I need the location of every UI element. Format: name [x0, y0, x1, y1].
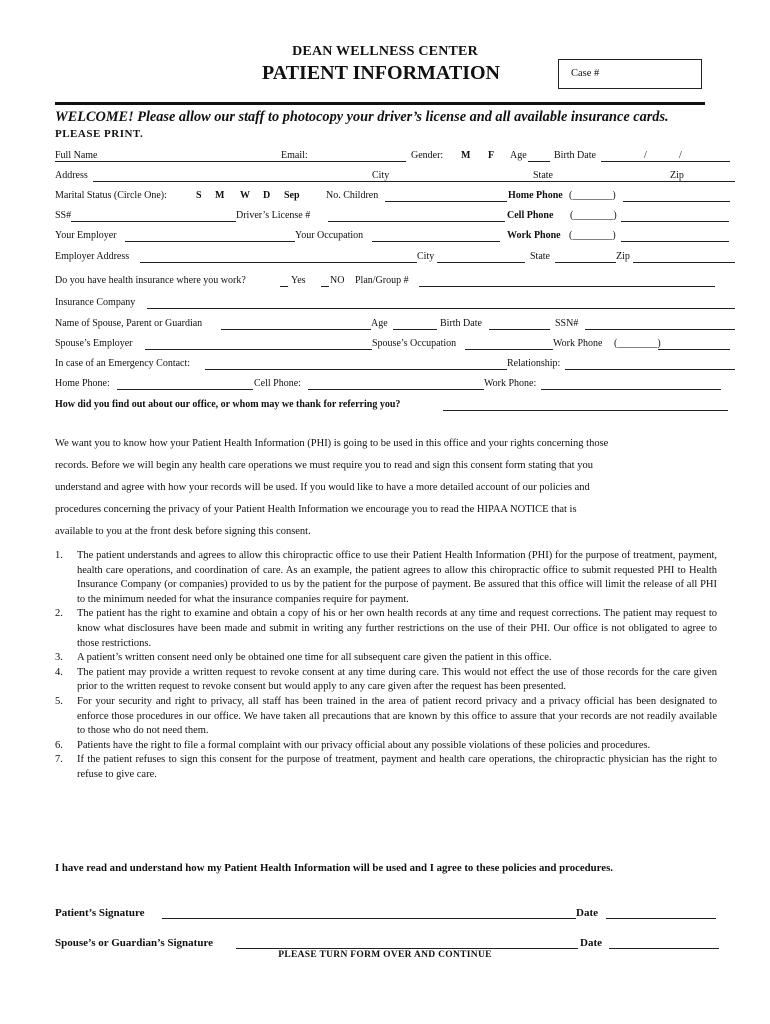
row-spouse-signature	[55, 937, 735, 951]
birth-date-slash: /	[679, 150, 682, 161]
full-name-label: Full Name	[55, 150, 98, 161]
ssn-label: SS#	[55, 210, 72, 221]
work-phone-label: Work Phone	[507, 230, 561, 241]
children-line[interactable]	[385, 190, 507, 202]
policy-list	[55, 549, 717, 783]
marital-d-option[interactable]: D	[263, 190, 271, 201]
row-employer-address	[55, 251, 735, 265]
gender-f-option[interactable]: F	[488, 150, 495, 161]
case-label: Case #	[571, 68, 600, 79]
employer-label: Your Employer	[55, 230, 117, 241]
employer-city-line[interactable]	[437, 251, 525, 263]
employer-city-label: City	[417, 251, 435, 262]
form-title: PATIENT INFORMATION	[262, 62, 500, 84]
zip-label: Zip	[670, 170, 684, 181]
employer-address-label: Employer Address	[55, 251, 130, 262]
employer-zip-label: Zip	[616, 251, 630, 262]
emergency-work-phone-label: Work Phone:	[484, 378, 537, 389]
policy-item	[55, 753, 717, 782]
birth-date-slash: /	[644, 150, 647, 161]
cell-phone-area[interactable]: (________)	[570, 210, 617, 221]
spouse-occupation-line[interactable]	[465, 338, 553, 350]
policy-item	[55, 739, 717, 754]
insurance-company-label: Insurance Company	[55, 297, 136, 308]
policy-text: For your security and right to privacy, all staff has been trained in the area of patient record privacy and a privacy official has been designated to enforce those procedures in our office. We have taken all precautions that are known by this office to assure that your records are not readily available to those who do not need them.	[77, 695, 717, 737]
city-label: City	[372, 170, 390, 181]
address-line[interactable]	[93, 170, 735, 182]
spouse-signature-label: Spouse’s or Guardian’s Signature	[55, 937, 214, 949]
patient-signature-line[interactable]	[162, 907, 576, 919]
age-line[interactable]	[528, 150, 550, 162]
emergency-home-phone-line[interactable]	[117, 378, 253, 390]
children-label: No. Children	[326, 190, 379, 201]
referral-label: How did you find out about our office, or whom may we thank for referring you?	[55, 399, 401, 410]
spouse-age-label: Age	[371, 318, 388, 329]
yes-option: Yes	[291, 275, 306, 286]
spouse-occupation-label: Spouse’s Occupation	[372, 338, 457, 349]
spouse-ssn-line[interactable]	[585, 318, 735, 330]
policy-text: The patient may provide a written request to revoke consent at any time during care. This would not effect the use of those records for the care given prior to the written request to revoke consent but would apply to any care given after the request has been presented.	[77, 666, 717, 693]
yes-blank[interactable]	[280, 275, 288, 287]
home-phone-area[interactable]: (________)	[569, 190, 616, 201]
policy-number: 5.	[55, 695, 63, 707]
email-label: Email:	[281, 150, 308, 161]
spouse-name-line[interactable]	[221, 318, 371, 330]
policy-number: 3.	[55, 652, 63, 664]
address-label: Address	[55, 170, 88, 181]
spouse-work-phone-line[interactable]	[658, 338, 730, 350]
relationship-line[interactable]	[565, 358, 735, 370]
policy-text: A patient’s written consent need only be obtained one time for all subsequent care given the patient in this office.	[77, 652, 552, 664]
policy-item	[55, 651, 717, 666]
please-print-note: PLEASE PRINT.	[55, 128, 144, 140]
home-phone-label: Home Phone	[508, 190, 563, 201]
patient-signature-label: Patient’s Signature	[55, 907, 145, 919]
policy-number: 2.	[55, 608, 63, 620]
state-label: State	[533, 170, 553, 181]
row-health-insurance	[55, 275, 735, 289]
emergency-contact-line[interactable]	[205, 358, 507, 370]
intro-line: available to you at the front desk before signing this consent.	[55, 526, 311, 537]
policy-text: Patients have the right to file a formal complaint with our privacy official about any possible violations of these policies and procedures.	[77, 739, 651, 751]
drivers-license-line[interactable]	[328, 210, 505, 222]
welcome-message: WELCOME! Please allow our staff to photocopy your driver’s license and all available insurance cards.	[55, 109, 669, 125]
row-ssn	[55, 210, 735, 224]
row-emergency-phones	[55, 378, 735, 392]
employer-line[interactable]	[125, 230, 295, 242]
spouse-birth-date-label: Birth Date	[440, 318, 482, 329]
phi-intro-paragraph	[55, 433, 717, 543]
policy-item	[55, 549, 717, 607]
row-employer	[55, 230, 735, 244]
policy-text: If the patient refuses to sign this consent for the purpose of treatment, payment and health care operations, the chiropractic physician has the right to refuse to give care.	[77, 754, 717, 780]
spouse-date-line[interactable]	[609, 937, 719, 949]
cell-phone-line[interactable]	[621, 210, 729, 222]
emergency-cell-phone-label: Cell Phone:	[254, 378, 301, 389]
work-phone-line[interactable]	[621, 230, 729, 242]
policy-number: 4.	[55, 666, 63, 678]
policy-number: 1.	[55, 550, 63, 561]
intro-line: We want you to know how your Patient Health Information (PHI) is going to be used in this office and your rights concerning those	[55, 438, 609, 449]
employer-state-line[interactable]	[555, 251, 616, 263]
policy-text: The patient has the right to examine and obtain a copy of his or her own health records at any time and request corrections. The patient may request to know what disclosures have been made and submit in writing any further restrictions on the use of their PHI. Our office is not obligated to agree to those restrictions.	[77, 608, 717, 649]
employer-address-line[interactable]	[140, 251, 417, 263]
emergency-work-phone-line[interactable]	[541, 378, 721, 390]
no-option: NO	[330, 275, 345, 286]
emergency-cell-phone-line[interactable]	[308, 378, 484, 390]
policy-item	[55, 607, 717, 651]
ssn-line[interactable]	[71, 210, 236, 222]
policy-item	[55, 666, 717, 695]
emergency-home-phone-label: Home Phone:	[55, 378, 110, 389]
spouse-employer-label: Spouse’s Employer	[55, 338, 133, 349]
insurance-company-line[interactable]	[147, 297, 735, 309]
work-phone-area[interactable]: (________)	[569, 230, 616, 241]
turn-over-note: PLEASE TURN FORM OVER AND CONTINUE	[278, 950, 492, 960]
policy-number: 7.	[55, 754, 63, 766]
age-label: Age	[510, 150, 527, 161]
plan-group-line[interactable]	[419, 275, 715, 287]
birth-date-label: Birth Date	[554, 150, 596, 161]
spouse-date-label: Date	[580, 937, 602, 949]
spouse-work-phone-area[interactable]: (________)	[614, 338, 661, 349]
employer-state-label: State	[530, 251, 550, 262]
row-marital	[55, 190, 735, 204]
patient-date-line[interactable]	[606, 907, 716, 919]
spouse-employer-line[interactable]	[145, 338, 372, 350]
spouse-name-label: Name of Spouse, Parent or Guardian	[55, 318, 203, 329]
row-name	[55, 150, 735, 164]
referral-line[interactable]	[443, 399, 728, 411]
emergency-contact-label: In case of an Emergency Contact:	[55, 358, 191, 369]
no-blank[interactable]	[321, 275, 329, 287]
spouse-signature-line[interactable]	[236, 937, 578, 949]
drivers-license-label: Driver’s License #	[236, 210, 311, 221]
gender-m-option[interactable]: M	[461, 150, 471, 161]
case-number-field[interactable]	[558, 59, 702, 89]
marital-m-option[interactable]: M	[215, 190, 225, 201]
marital-w-option[interactable]: W	[240, 190, 250, 201]
spouse-ssn-label: SSN#	[555, 318, 579, 329]
occupation-line[interactable]	[372, 230, 500, 242]
patient-date-label: Date	[576, 907, 598, 919]
home-phone-line[interactable]	[623, 190, 730, 202]
full-name-line[interactable]	[55, 150, 281, 162]
spouse-age-line[interactable]	[393, 318, 437, 330]
marital-s-option[interactable]: S	[196, 190, 202, 201]
health-insurance-label: Do you have health insurance where you work?	[55, 275, 246, 286]
clinic-name: DEAN WELLNESS CENTER	[292, 44, 478, 59]
row-emergency	[55, 358, 735, 372]
spouse-work-phone-label: Work Phone	[553, 338, 603, 349]
spouse-birth-date-line[interactable]	[489, 318, 550, 330]
birth-date-line[interactable]	[601, 150, 730, 162]
row-insurance-company	[55, 297, 735, 311]
gender-label: Gender:	[411, 150, 444, 161]
intro-line: records. Before we will begin any health care operations we must require you to read and sign this consent form stating that you	[55, 460, 593, 471]
marital-sep-option[interactable]: Sep	[284, 190, 300, 201]
row-patient-signature	[55, 907, 735, 921]
marital-status-label: Marital Status (Circle One):	[55, 190, 167, 201]
row-spouse	[55, 318, 735, 332]
row-address	[55, 170, 735, 184]
header-divider	[55, 102, 705, 105]
row-referral	[55, 399, 735, 413]
row-spouse-employer	[55, 338, 735, 352]
plan-group-label: Plan/Group #	[355, 275, 409, 286]
policy-item	[55, 695, 717, 739]
agreement-statement: I have read and understand how my Patient Health Information will be used and I agree to these policies and procedures.	[55, 862, 613, 874]
cell-phone-label: Cell Phone	[507, 210, 554, 221]
occupation-label: Your Occupation	[295, 230, 364, 241]
email-line[interactable]	[281, 150, 406, 162]
policy-text: The patient understands and agrees to allow this chiropractic office to use their Patient Health Information (PHI) for the purpose of treatment, payment, health care operations, and coordination of care. As an example, the patient agrees to allow this chiropractic office to submit requested PHI to Health Insurance Company (or companies) provided to us by the patient for the purpose of payment. Be assured that this office will limit the release of all PHI to the minimum needed for what the insurance companies require for payment.	[77, 550, 717, 605]
policy-number: 6.	[55, 739, 63, 751]
intro-line: procedures concerning the privacy of your Patient Health Information we encourage you to read the HIPAA NOTICE that is	[55, 504, 577, 515]
intro-line: understand and agree with how your records will be used. If you would like to have a more detailed account of our policies and	[55, 482, 590, 493]
relationship-label: Relationship:	[507, 358, 561, 369]
employer-zip-line[interactable]	[633, 251, 735, 263]
